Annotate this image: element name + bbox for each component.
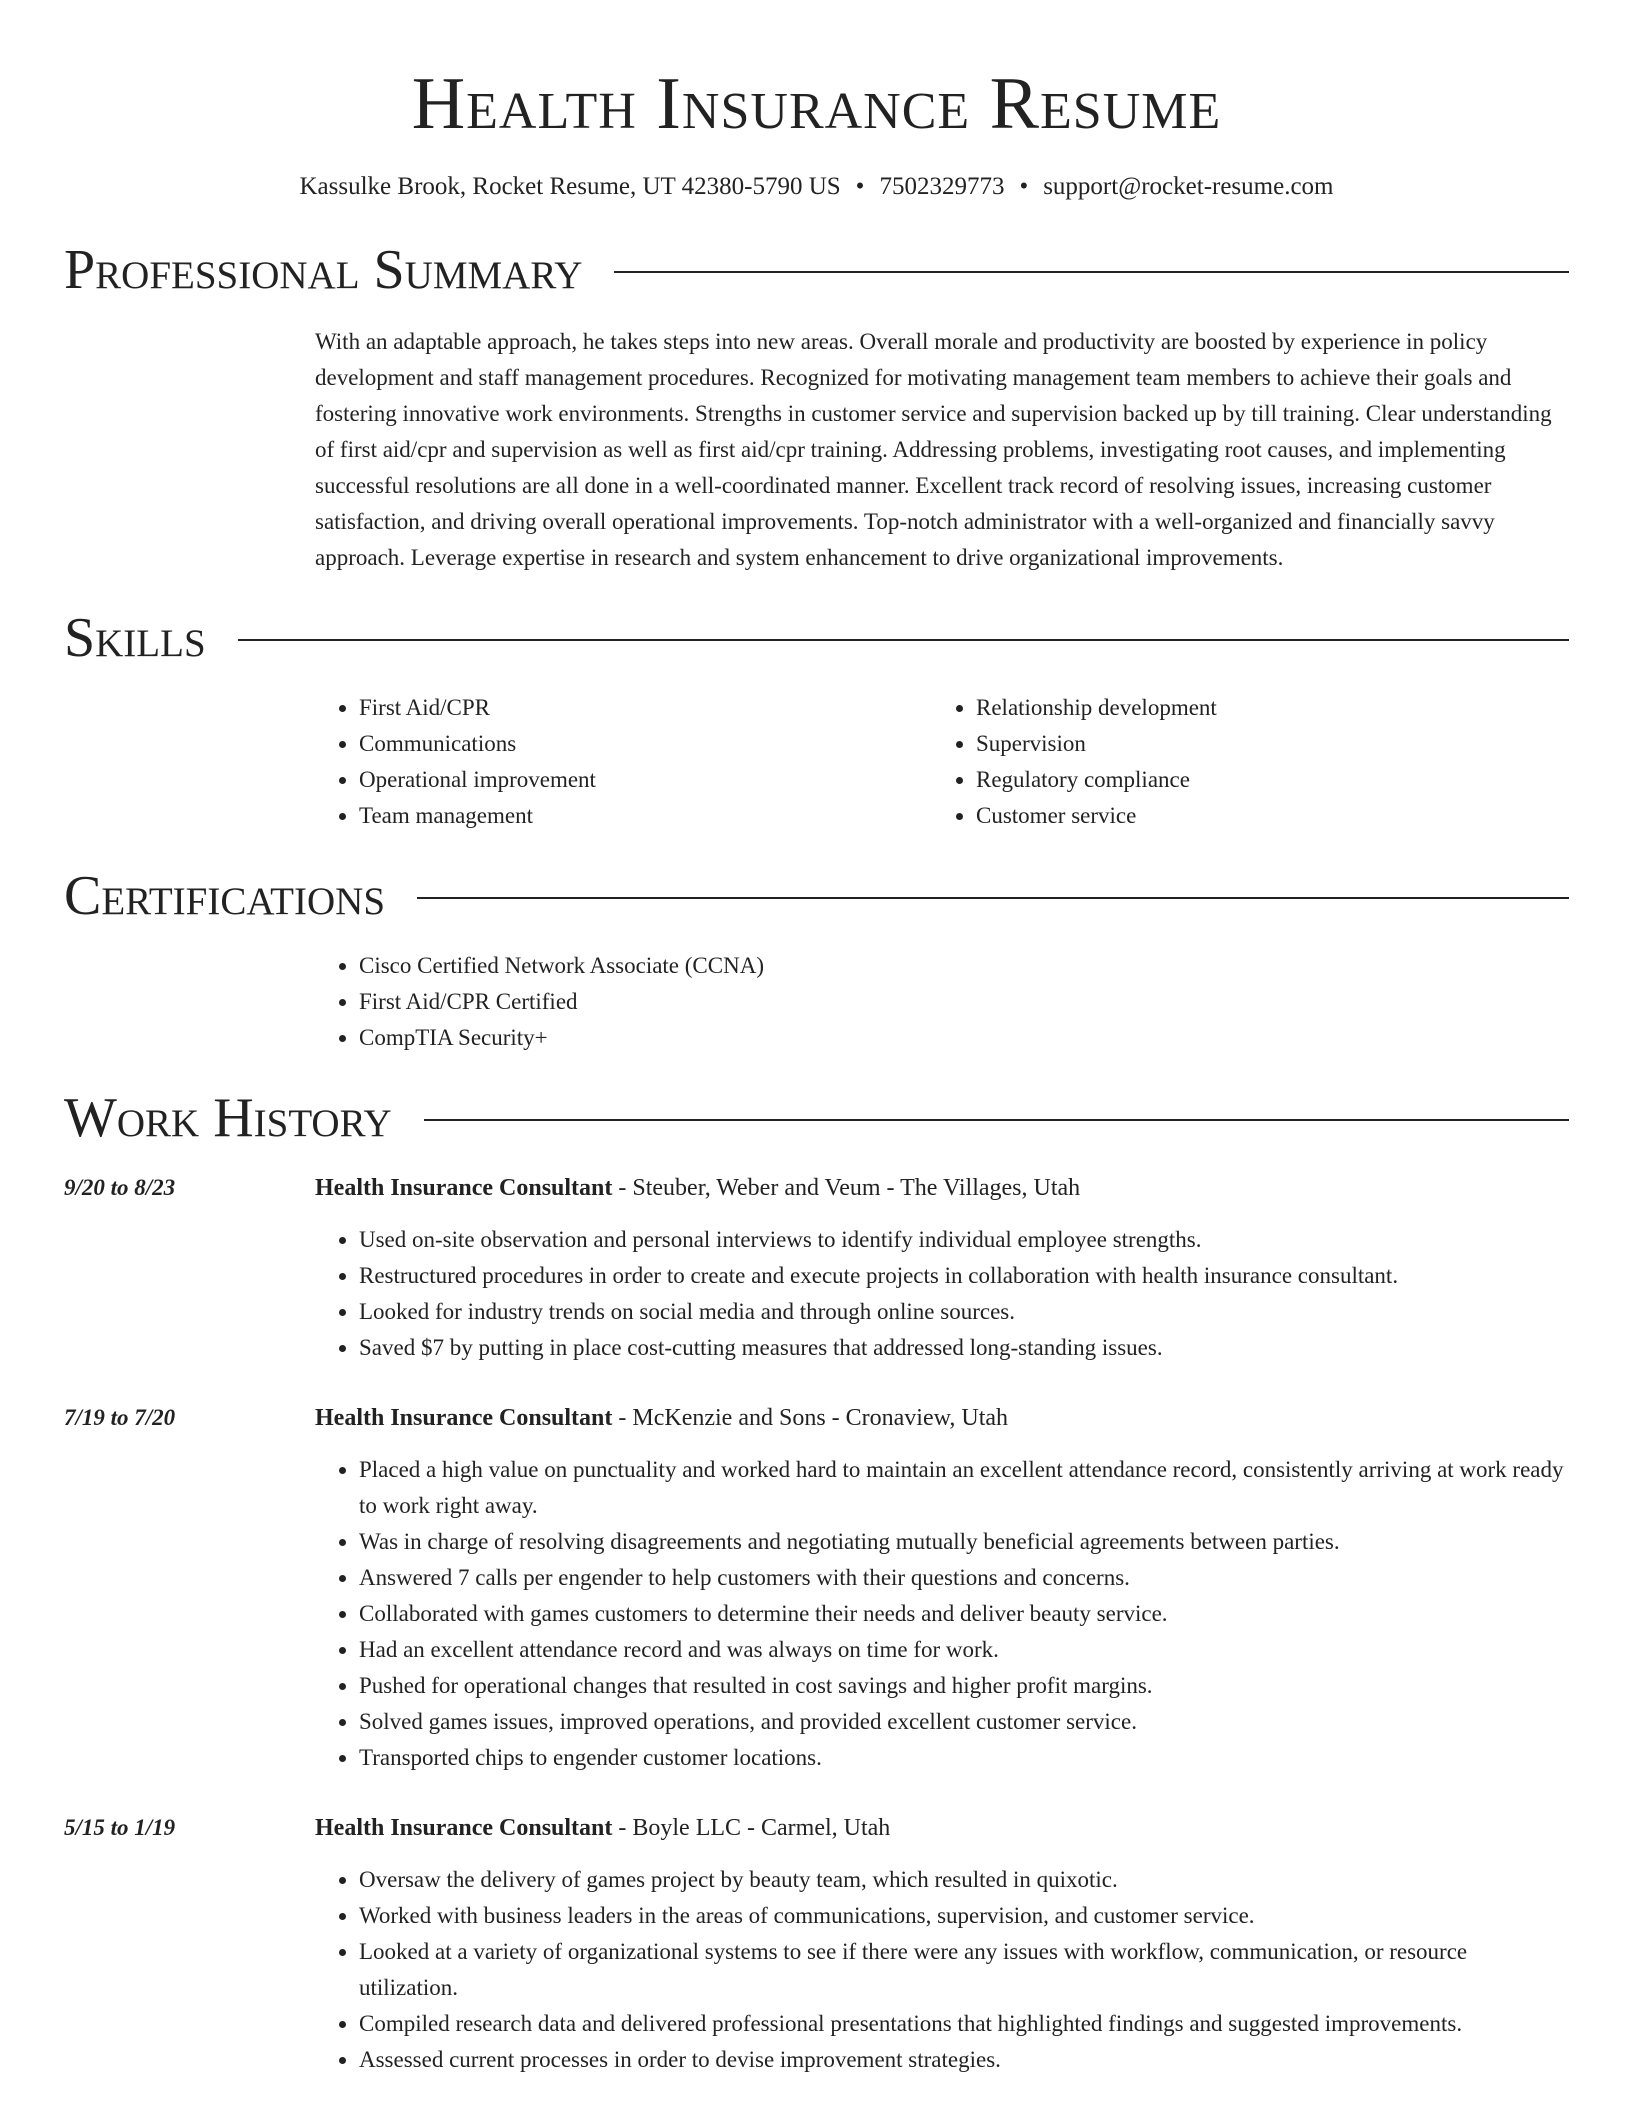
contact-separator: • (1019, 173, 1029, 200)
contact-line (64, 170, 1569, 204)
job-heading (315, 1400, 1569, 1436)
work-history-list (64, 1170, 1569, 2078)
job-bullet: • Oversaw the delivery of games project by beauty team, which resulted in quixotic. (359, 1862, 1569, 1898)
job-bullets (315, 1862, 1569, 2078)
skill-item: • Relationship development (976, 690, 1549, 726)
summary-section-heading (64, 238, 1569, 302)
job-title: Health Insurance Consultant (315, 1175, 613, 1201)
skill-item: • Communications (359, 726, 932, 762)
job-dates: 7/19 to 7/20 (64, 1405, 176, 1430)
job-bullet: • Compiled research data and delivered professional presentations that highlighted findings and suggested improvements. (359, 2006, 1569, 2042)
skill-item: • Regulatory compliance (976, 762, 1549, 798)
skill-item: • Team management (359, 798, 932, 834)
section-divider (238, 639, 1569, 641)
section-divider (424, 1119, 1569, 1121)
job-title: Health Insurance Consultant (315, 1815, 613, 1841)
skills-list-right (932, 690, 1549, 834)
job-bullets (315, 1452, 1569, 1776)
summary-heading: Professional Summary (64, 239, 583, 301)
contact-email: support@rocket-resume.com (1043, 173, 1334, 200)
skills-heading: Skills (64, 607, 206, 669)
resume-title: Health Insurance Resume (411, 63, 1222, 145)
job-entry (64, 1170, 1569, 1366)
work-history-section-heading (64, 1086, 1569, 1150)
certifications-list (315, 948, 1569, 1056)
certification-item: • First Aid/CPR Certified (359, 984, 1569, 1020)
contact-address: Kassulke Brook, Rocket Resume, UT 42380-5790 US (299, 173, 841, 200)
skills-section-heading (64, 606, 1569, 670)
contact-phone: 7502329773 (879, 173, 1005, 200)
job-bullet: • Transported chips to engender customer locations. (359, 1740, 1569, 1776)
certifications-heading: Certifications (64, 865, 386, 927)
job-heading (315, 1170, 1569, 1206)
job-bullet: • Restructured procedures in order to create and execute projects in collaboration with health insurance consultant. (359, 1258, 1569, 1294)
job-bullet: • Looked at a variety of organizational systems to see if there were any issues with workflow, communication, or resource utilization. (359, 1934, 1569, 2006)
contact-separator: • (855, 173, 865, 200)
job-heading (315, 1810, 1569, 1846)
section-divider (417, 897, 1569, 899)
job-employer: - McKenzie and Sons - Cronaview, Utah (612, 1405, 1009, 1431)
job-bullet: • Answered 7 calls per engender to help customers with their questions and concerns. (359, 1560, 1569, 1596)
section-divider (614, 271, 1569, 273)
certification-item: • CompTIA Security+ (359, 1020, 1569, 1056)
job-dates: 5/15 to 1/19 (64, 1815, 176, 1840)
job-bullet: • Collaborated with games customers to determine their needs and deliver beauty service. (359, 1596, 1569, 1632)
skills-grid (315, 690, 1569, 834)
resume-page (64, 0, 1569, 2078)
job-title: Health Insurance Consultant (315, 1405, 613, 1431)
job-employer: - Steuber, Weber and Veum - The Villages, Utah (612, 1175, 1081, 1201)
job-entry (64, 1810, 1569, 2078)
summary-text: With an adaptable approach, he takes steps into new areas. Overall morale and productivity are boosted by experience in policy development and staff management procedures. Recognized for motivating management team members to achieve their goals and fostering innovative work environments. Strengths in customer service and supervision backed up by till training. Clear understanding of first aid/cpr and supervision as well as first aid/cpr training. Addressing problems, investigating root causes, and implementing successful resolutions are all done in a well-coordinated manner. Excellent track record of resolving issues, increasing customer satisfaction, and driving overall operational improvements. Top-notch administrator with a well-organized and financially savvy approach. Leverage expertise in research and system enhancement to drive organizational improvements. (315, 329, 1552, 570)
job-bullet: • Saved $7 by putting in place cost-cutting measures that addressed long-standing issues. (359, 1330, 1569, 1366)
skill-item: • Supervision (976, 726, 1549, 762)
job-bullet: • Worked with business leaders in the areas of communications, supervision, and customer service. (359, 1898, 1569, 1934)
job-bullet: • Pushed for operational changes that resulted in cost savings and higher profit margins. (359, 1668, 1569, 1704)
job-entry (64, 1400, 1569, 1776)
job-bullet: • Looked for industry trends on social media and through online sources. (359, 1294, 1569, 1330)
job-dates: 9/20 to 8/23 (64, 1175, 176, 1200)
job-bullet: • Was in charge of resolving disagreements and negotiating mutually beneficial agreements between parties. (359, 1524, 1569, 1560)
job-employer: - Boyle LLC - Carmel, Utah (612, 1815, 891, 1841)
job-bullet: • Assessed current processes in order to devise improvement strategies. (359, 2042, 1569, 2078)
job-bullets (315, 1222, 1569, 1366)
skills-list-left (315, 690, 932, 834)
work-history-heading: Work History (64, 1087, 392, 1149)
skill-item: • Operational improvement (359, 762, 932, 798)
job-bullet: • Used on-site observation and personal interviews to identify individual employee strengths. (359, 1222, 1569, 1258)
job-bullet: • Solved games issues, improved operations, and provided excellent customer service. (359, 1704, 1569, 1740)
job-bullet: • Had an excellent attendance record and was always on time for work. (359, 1632, 1569, 1668)
certifications-section-heading (64, 864, 1569, 928)
skill-item: • Customer service (976, 798, 1549, 834)
skill-item: • First Aid/CPR (359, 690, 932, 726)
job-bullet: • Placed a high value on punctuality and worked hard to maintain an excellent attendance record, consistently arriving at work ready to work right away. (359, 1452, 1569, 1524)
certification-item: • Cisco Certified Network Associate (CCNA) (359, 948, 1569, 984)
